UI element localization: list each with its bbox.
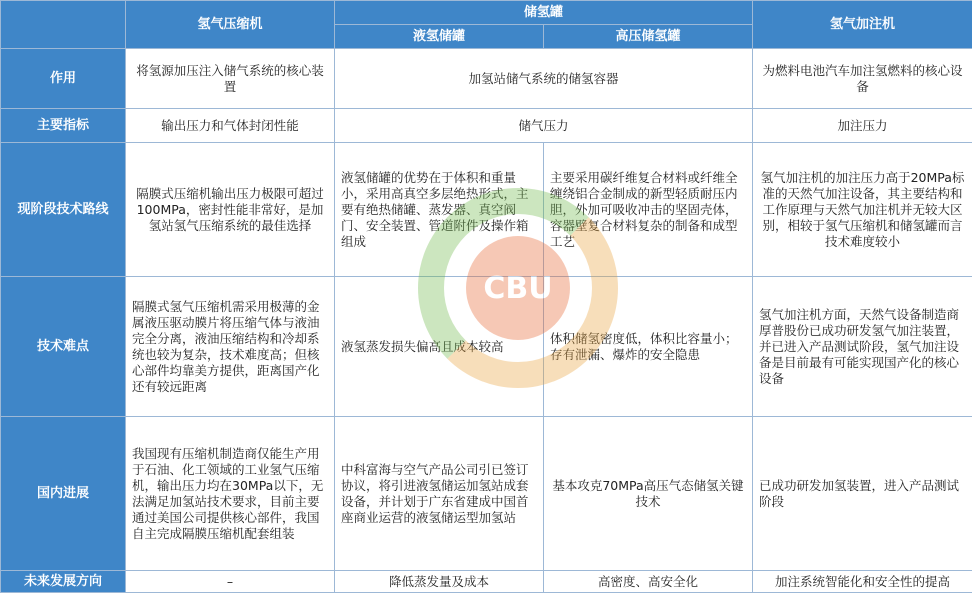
cell-difficulty-highpressure: 体积储氢密度低，体积比容量小；存有泄漏、爆炸的安全隐患 [544, 277, 753, 417]
header-highpressure-tank: 高压储氢罐 [544, 25, 753, 49]
cell-progress-liquid: 中科富海与空气产品公司引已签订协议，将引进液氢储运加氢站成套设备，并计划于广东省建成中国首座商业运营的液氢储运型加氢站 [335, 417, 544, 571]
cell-future-highpressure: 高密度、高安全化 [544, 571, 753, 593]
row-label-indicator: 主要指标 [1, 109, 126, 143]
cell-progress-dispenser: 已成功研发加氢装置，进入产品测试阶段 [753, 417, 972, 571]
header-storage: 储氢罐 [335, 1, 753, 25]
row-label-progress: 国内进展 [1, 417, 126, 571]
cell-function-compressor: 将氢源加压注入储气系统的核心装置 [126, 49, 335, 109]
header-liquid-tank: 液氢储罐 [335, 25, 544, 49]
cell-indicator-storage: 储气压力 [335, 109, 753, 143]
row-label-tech-route: 现阶段技术路线 [1, 143, 126, 277]
cell-route-liquid: 液氢储罐的优势在于体积和重量小，采用高真空多层绝热形式，主要有绝热储罐、蒸发器、真空阀门、安全装置、管道附件及操作箱组成 [335, 143, 544, 277]
header-compressor: 氢气压缩机 [126, 1, 335, 49]
watermark-text: CBU [466, 236, 570, 340]
cell-indicator-compressor: 输出压力和气体封闭性能 [126, 109, 335, 143]
cell-function-dispenser: 为燃料电池汽车加注氢燃料的核心设备 [753, 49, 972, 109]
cell-function-storage: 加氢站储气系统的储氢容器 [335, 49, 753, 109]
corner-header [1, 1, 126, 49]
cell-difficulty-dispenser: 氢气加注机方面，天然气设备制造商厚普股份已成功研发氢气加注装置，并已进入产品测试阶段，氢气加注设备是目前最有可能实现国产化的核心设备 [753, 277, 972, 417]
cell-route-compressor: 隔膜式压缩机输出压力极限可超过100MPa，密封性能非常好，是加氢站氢气压缩系统的最佳选择 [126, 143, 335, 277]
cell-difficulty-liquid: 液氢蒸发损失偏高且成本较高 [335, 277, 544, 417]
row-label-function: 作用 [1, 49, 126, 109]
cell-indicator-dispenser: 加注压力 [753, 109, 972, 143]
cell-route-highpressure: 主要采用碳纤维复合材料或纤维全缠绕铝合金制成的新型轻质耐压内胆，外加可吸收冲击的坚固壳体，容器壁复合材料复杂的制备和成型工艺 [544, 143, 753, 277]
cell-route-dispenser: 氢气加注机的加注压力高于20MPa标准的天然气加注设备，其主要结构和工作原理与天然气加注机并无较大区别，相较于氢气压缩机和储氢罐而言技术难度较小 [753, 143, 972, 277]
cell-future-compressor: – [126, 571, 335, 593]
cell-progress-compressor: 我国现有压缩机制造商仅能生产用于石油、化工领域的工业氢气压缩机，输出压力均在30MPa以下，无法满足加氢站技术要求，目前主要通过美国公司提供核心部件，我国自主完成隔膜压缩机配套组装 [126, 417, 335, 571]
row-label-difficulty: 技术难点 [1, 277, 126, 417]
header-dispenser: 氢气加注机 [753, 1, 972, 49]
cell-future-dispenser: 加注系统智能化和安全性的提高 [753, 571, 972, 593]
cell-future-liquid: 降低蒸发量及成本 [335, 571, 544, 593]
cell-difficulty-compressor: 隔膜式氢气压缩机需采用极薄的金属液压驱动膜片将压缩气体与液油完全分离，液油压缩结构和冷却系统也较为复杂，技术难度高；但核心部件均靠美方提供，距离国产化还有较远距离 [126, 277, 335, 417]
cell-progress-highpressure: 基本攻克70MPa高压气态储氢关键技术 [544, 417, 753, 571]
row-label-future: 未来发展方向 [1, 571, 126, 593]
